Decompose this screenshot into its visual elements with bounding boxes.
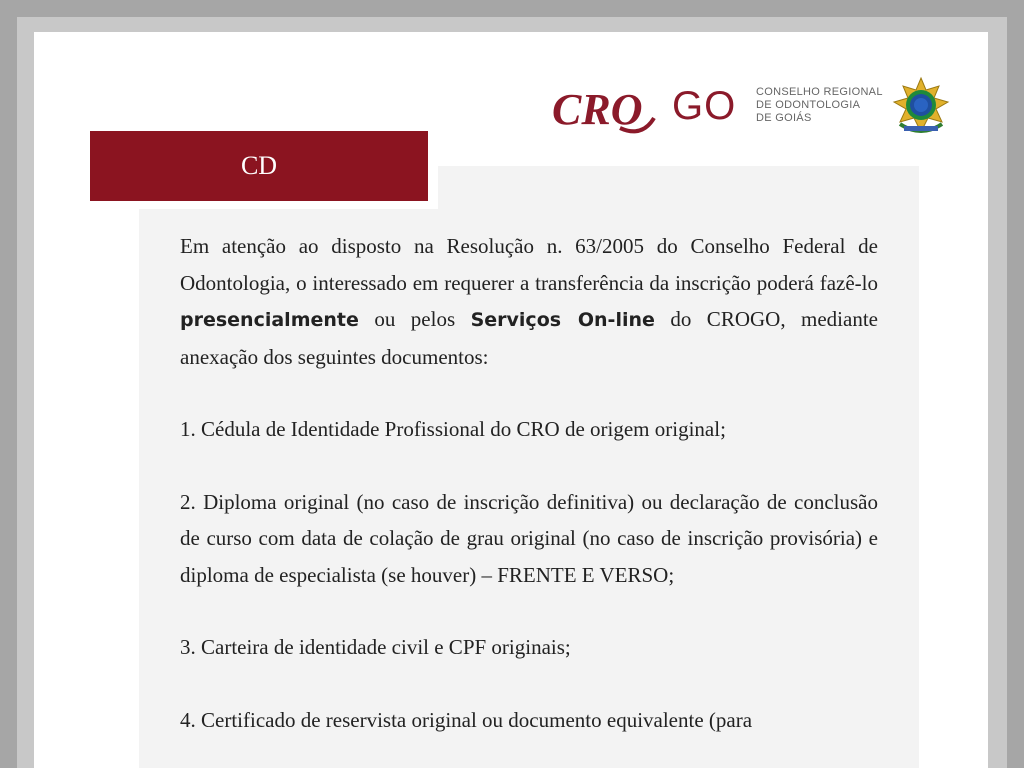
list-item: 2. Diploma original (no caso de inscrição definitiva) ou declaração de conclusão de curso com data de colação de grau original (no caso de inscrição provisória) e diploma de especialista (se houver) – FRENTE E VERSO; <box>180 489 878 587</box>
list-item: 4. Certificado de reservista original ou documento equivalente (para <box>180 707 753 732</box>
intro-text-3: do CROGO, mediante anexação dos seguintes documentos: <box>180 307 878 369</box>
document-page <box>34 32 988 768</box>
intro-bold-servicos-online: Serviços On-line <box>470 309 655 331</box>
document-body <box>180 228 878 768</box>
intro-text-2: ou pelos <box>358 307 471 331</box>
intro-paragraph <box>180 228 878 375</box>
brazil-coat-of-arms-icon <box>890 76 952 138</box>
intro-text-1: Em atenção ao disposto na Resolução n. 63/2005 do Conselho Federal de Odontologia, o interessado em requerer a transferência da inscrição poderá fazê-lo <box>180 234 878 295</box>
council-name-line-1: CONSELHO REGIONAL <box>756 86 883 98</box>
council-name <box>756 86 896 125</box>
cro-logo-mark <box>550 82 662 140</box>
intro-bold-presencialmente: presencialmente <box>180 309 359 331</box>
section-tab-cd: CD <box>90 131 428 201</box>
cro-go-logo <box>550 74 960 144</box>
council-name-line-2: DE ODONTOLOGIA <box>756 99 861 111</box>
go-logo-text: GO <box>672 84 737 128</box>
council-name-line-3: DE GOIÁS <box>756 112 812 124</box>
cro-logo-text: CRO <box>552 85 643 134</box>
list-item: 3. Carteira de identidade civil e CPF originais; <box>180 635 571 659</box>
list-item: 1. Cédula de Identidade Profissional do CRO de origem original; <box>180 417 726 441</box>
